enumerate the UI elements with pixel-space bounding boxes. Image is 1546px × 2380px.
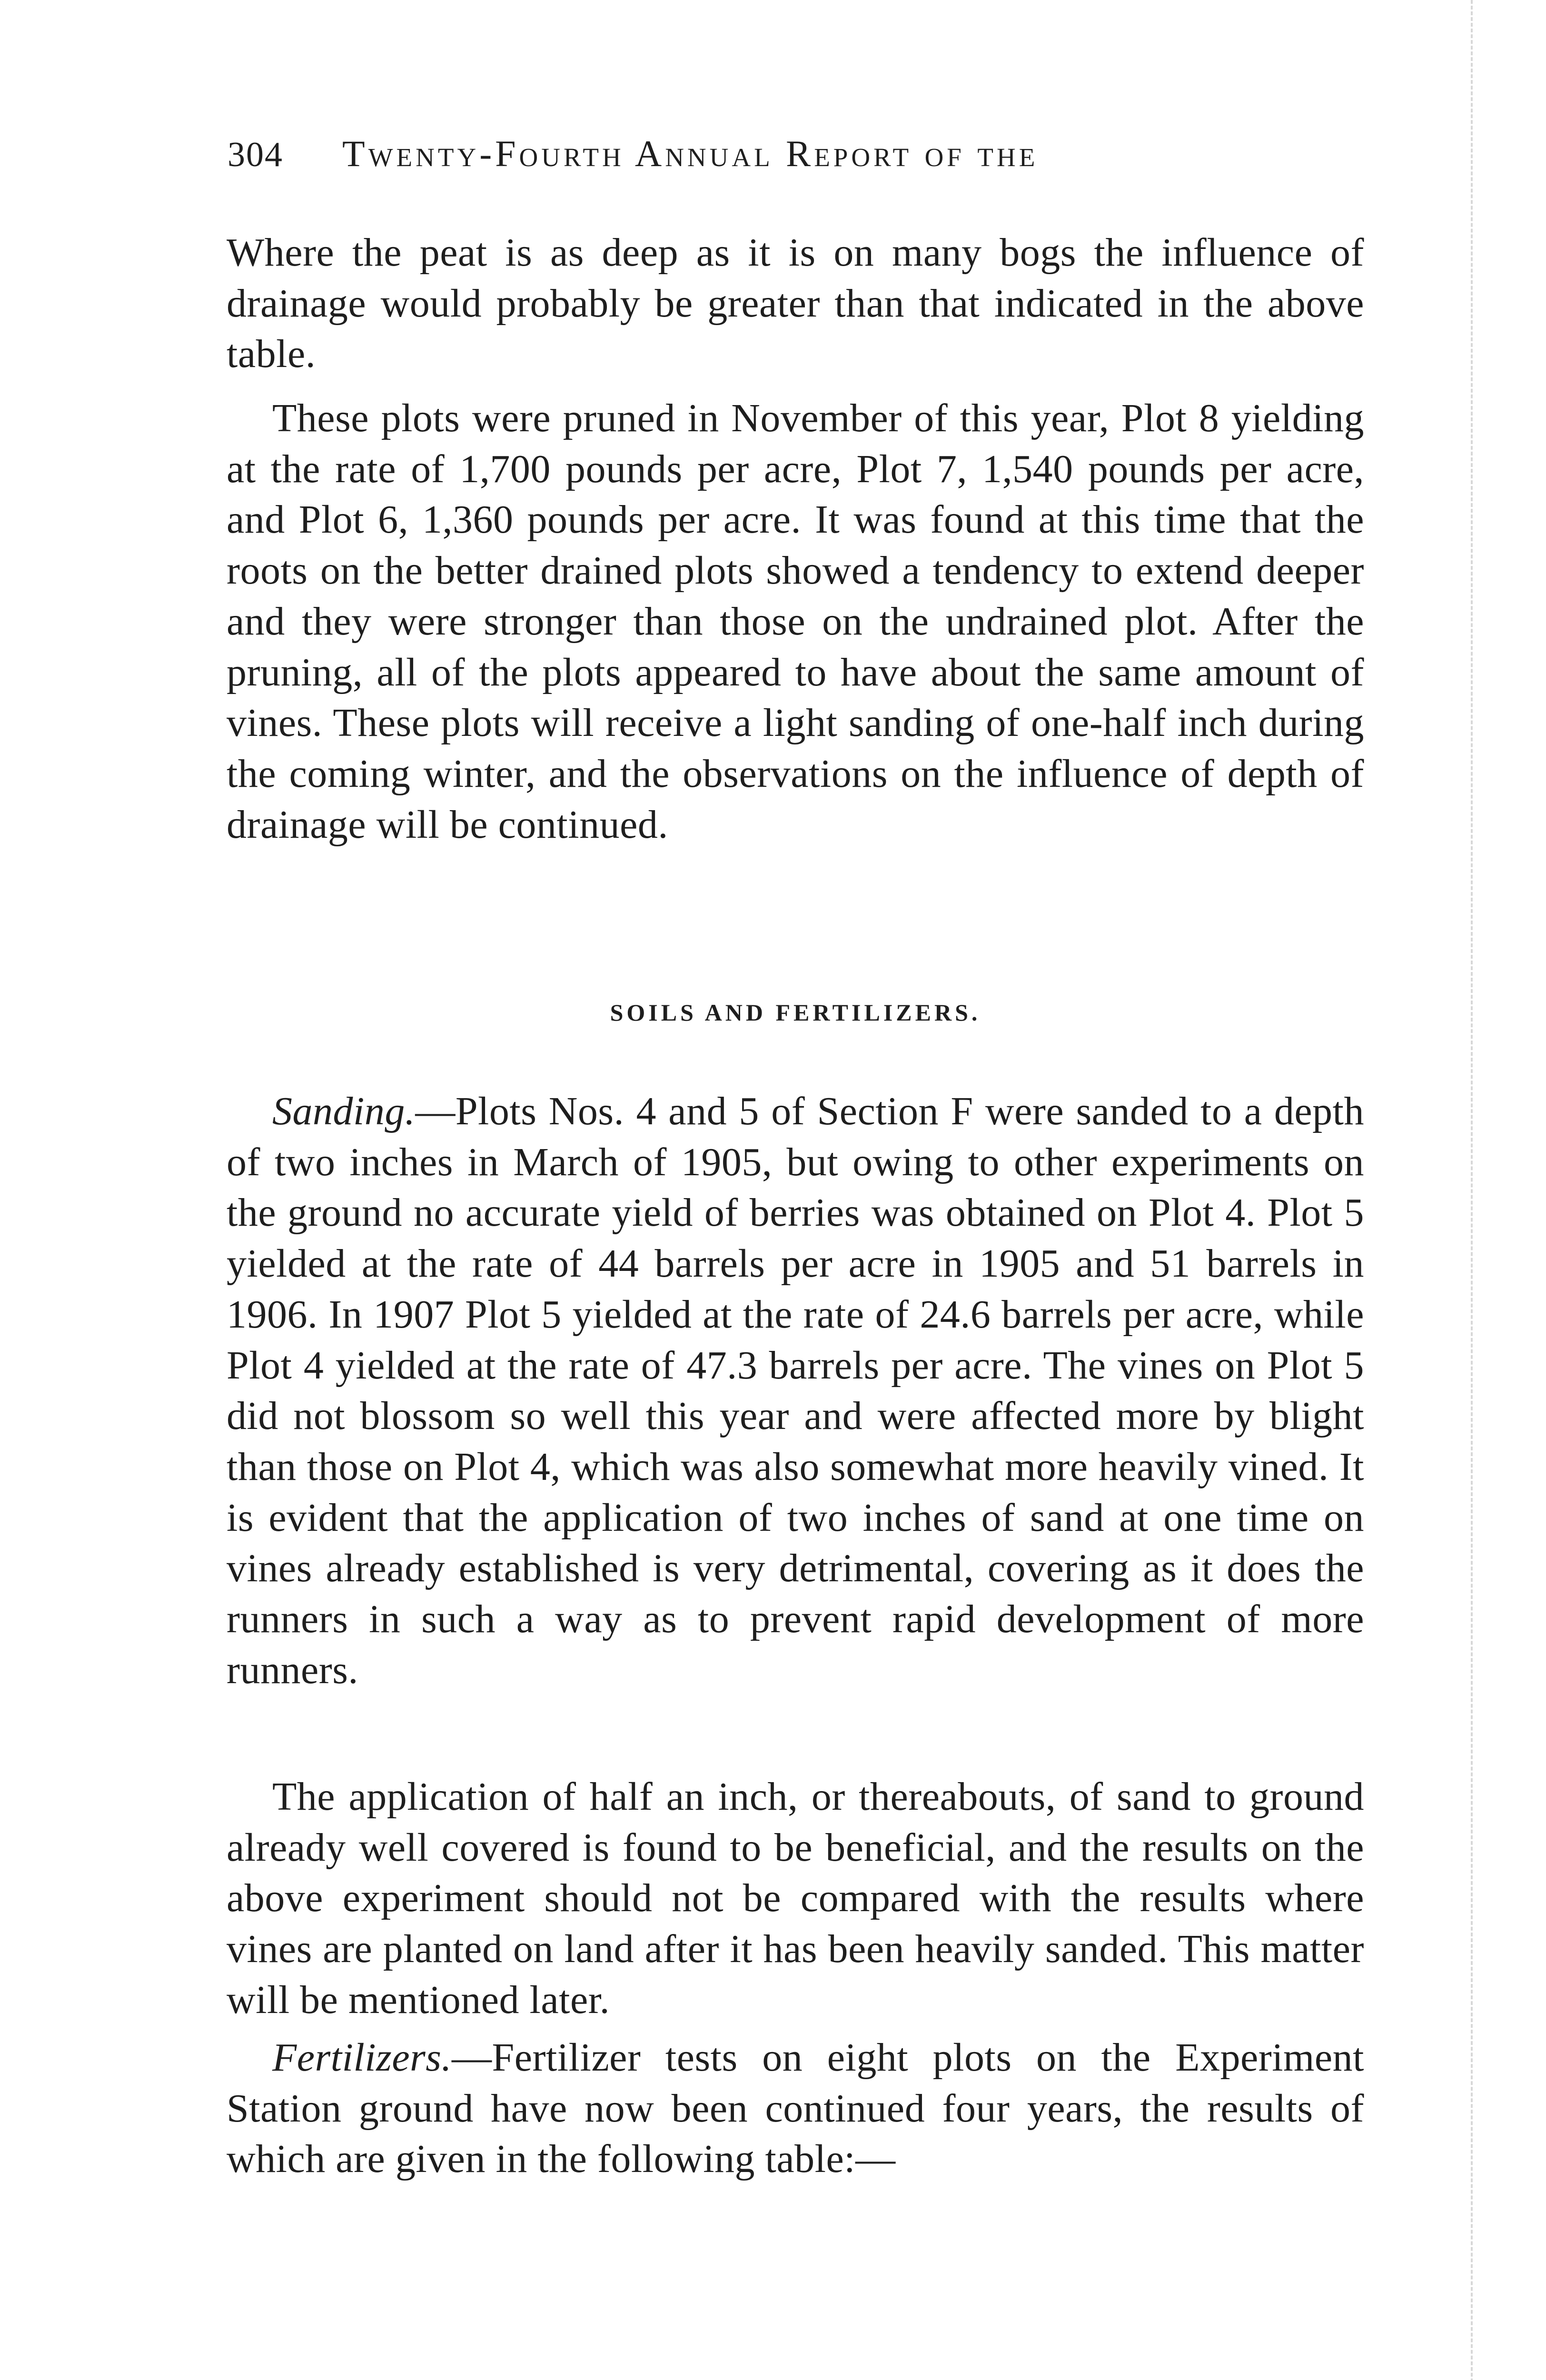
paragraph-fertilizers: [227, 2033, 1364, 2185]
running-head: Twenty-Fourth Annual Report of the: [342, 133, 1039, 174]
scan-edge-mark: [1471, 0, 1476, 2380]
page-header: [228, 132, 1370, 194]
paragraph-drainage-conclusion: Where the peat is as deep as it is on many bogs the influence of drainage would probably be greater than that indicated in the above table.: [227, 230, 1364, 377]
sanding-text: —Plots Nos. 4 and 5 of Section F were sanded to a depth of two inches in March of 1905, but owing to other experiments on the ground no accurate yield of berries was obtained on Plot 4. Plot 5 yielded at the rate of 44 barrels per acre in 1905 and 51 barrels in 1906. In 1907 Plot 5 yielded at the rate of 24.6 barrels per acre, while Plot 4 yielded at the rate of 47.3 barrels per acre. The vines on Plot 5 did not blossom so well this year and were affected more by blight than those on Plot 4, which was also somewhat more heavily vined. It is evident that the application of two inches of sand at one time on vines already established is very detrimental, covering as it does the runners in such a way as to prevent rapid development of more runners.: [227, 1089, 1364, 1692]
section-heading-soils-fertilizers: SOILS AND FERTILIZERS.: [610, 999, 981, 1026]
sanding-run-in-heading: Sanding.: [272, 1089, 416, 1133]
paragraph-half-inch-sanding: The application of half an inch, or thereabouts, of sand to ground already well covered is found to be beneficial, and the results on the above experiment should not be compared with the results where vines are planted on land after it has been heavily sanded. This matter will be mentioned later.: [227, 1775, 1364, 2022]
page-number: 304: [228, 135, 283, 174]
fertilizers-text: —Fertilizer tests on eight plots on the Experiment Station ground have now been continued four years, the results of which are given in the following table:—: [227, 2035, 1364, 2182]
paragraph-pruning: These plots were pruned in November of this year, Plot 8 yielding at the rate of 1,700 pounds per acre, Plot 7, 1,540 pounds per acre, and Plot 6, 1,360 pounds per acre. It was found at this time that the roots on the better drained plots showed a tendency to extend deeper and they were stronger than those on the undrained plot. After the pruning, all of the plots appeared to have about the same amount of vines. These plots will receive a light sanding of one-half inch during the coming winter, and the observations on the influence of depth of drainage will be continued.: [227, 396, 1364, 847]
paragraph-sanding: [227, 1086, 1364, 1696]
fertilizers-run-in-heading: Fertilizers.: [272, 2035, 452, 2080]
